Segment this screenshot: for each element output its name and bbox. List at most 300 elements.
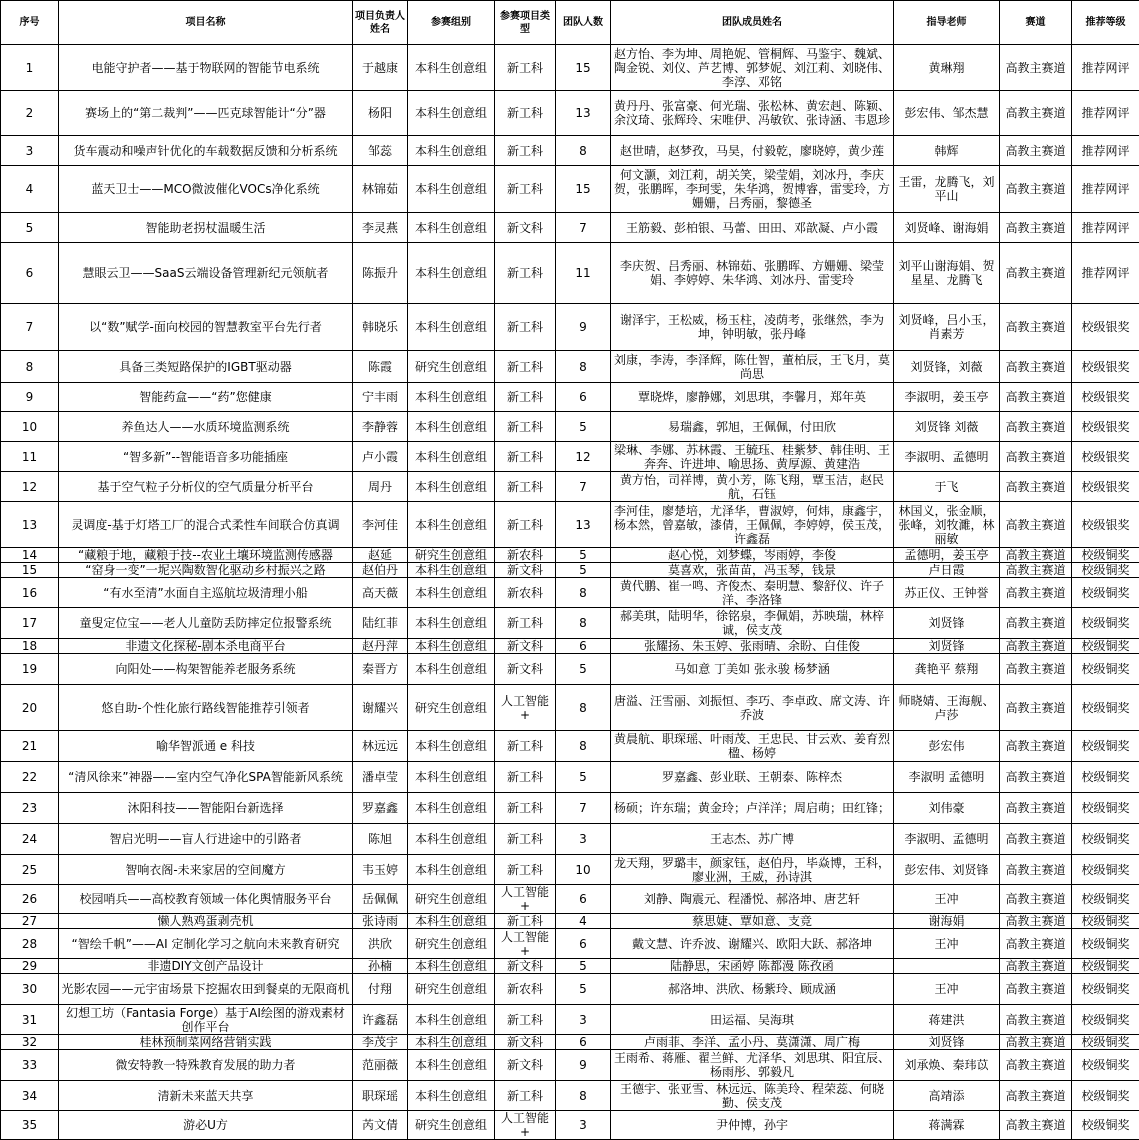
cell-leader: 陈振升 xyxy=(353,243,408,304)
table-row xyxy=(1,548,1139,563)
cell-group: 本科生创意组 xyxy=(408,1050,495,1081)
cell-type: 新文科 xyxy=(495,959,556,974)
header-count: 团队人数 xyxy=(556,1,611,45)
cell-count: 5 xyxy=(556,974,611,1005)
table-row xyxy=(1,304,1139,351)
cell-count: 5 xyxy=(556,563,611,578)
cell-members: 黄代鹏、崔一鸣、齐俊杰、秦明慧、黎舒仪、许子洋、李洛锋 xyxy=(611,578,894,608)
cell-no: 16 xyxy=(1,578,59,608)
cell-group: 本科生创意组 xyxy=(408,578,495,608)
cell-no: 32 xyxy=(1,1035,59,1050)
cell-project: “智绘千帆”——AI 定制化学习之航向未来教育研究 xyxy=(59,929,353,959)
cell-group: 本科生创意组 xyxy=(408,855,495,885)
cell-track: 高教主赛道 xyxy=(1000,685,1072,731)
cell-level: 校级银奖 xyxy=(1072,383,1139,412)
cell-project: 智响衣阁-未来家居的空间魔方 xyxy=(59,855,353,885)
cell-group: 本科生创意组 xyxy=(408,412,495,442)
cell-project: 慧眼云卫——SaaS云端设备管理新纪元领航者 xyxy=(59,243,353,304)
cell-leader: 李河佳 xyxy=(353,502,408,548)
table-row xyxy=(1,885,1139,914)
cell-group: 本科生创意组 xyxy=(408,91,495,136)
cell-members: 黄丹丹、张富豪、何光瑞、张松林、黄宏赳、陈颖、余汶琦、张辉玲、宋唯伊、冯敏钦、张诗涵、韦恩珍 xyxy=(611,91,894,136)
cell-group: 本科生创意组 xyxy=(408,442,495,472)
header-no: 序号 xyxy=(1,1,59,45)
cell-type: 人工智能+ xyxy=(495,685,556,731)
cell-project: 沐阳科技——智能阳台新选择 xyxy=(59,793,353,824)
cell-project: “藏粮于地，藏粮于技--农业土壤环境监测传感器 xyxy=(59,548,353,563)
cell-no: 35 xyxy=(1,1111,59,1140)
cell-count: 6 xyxy=(556,885,611,914)
cell-count: 5 xyxy=(556,762,611,793)
cell-project: 货车震动和噪声针优化的车载数据反馈和分析系统 xyxy=(59,136,353,166)
cell-type: 新工科 xyxy=(495,136,556,166)
cell-count: 6 xyxy=(556,639,611,654)
cell-no: 29 xyxy=(1,959,59,974)
cell-track: 高教主赛道 xyxy=(1000,351,1072,383)
cell-no: 15 xyxy=(1,563,59,578)
cell-group: 本科生创意组 xyxy=(408,654,495,685)
cell-group: 本科生创意组 xyxy=(408,383,495,412)
cell-no: 34 xyxy=(1,1081,59,1111)
table-row xyxy=(1,412,1139,442)
cell-no: 10 xyxy=(1,412,59,442)
cell-no: 19 xyxy=(1,654,59,685)
cell-no: 9 xyxy=(1,383,59,412)
cell-no: 11 xyxy=(1,442,59,472)
cell-advisor xyxy=(894,959,1000,974)
cell-project: “窑身一变”一坭兴陶数智化驱动乡村振兴之路 xyxy=(59,563,353,578)
cell-group: 研究生创意组 xyxy=(408,685,495,731)
cell-advisor: 龚艳平 蔡翔 xyxy=(894,654,1000,685)
cell-track: 高教主赛道 xyxy=(1000,855,1072,885)
header-members: 团队成员姓名 xyxy=(611,1,894,45)
table-row xyxy=(1,213,1139,243)
cell-project: 桂林预制菜网络营销实践 xyxy=(59,1035,353,1050)
cell-type: 新工科 xyxy=(495,91,556,136)
cell-group: 研究生创意组 xyxy=(408,885,495,914)
table-row xyxy=(1,1005,1139,1035)
table-row xyxy=(1,578,1139,608)
cell-leader: 周丹 xyxy=(353,472,408,502)
cell-leader: 罗嘉鑫 xyxy=(353,793,408,824)
cell-level: 校级银奖 xyxy=(1072,351,1139,383)
table-row xyxy=(1,914,1139,929)
cell-leader: 潘卓莹 xyxy=(353,762,408,793)
cell-members: 黄方怡，司祥博，黄小芳，陈飞翔，覃玉洁，赵民航，石钰 xyxy=(611,472,894,502)
cell-group: 研究生创意组 xyxy=(408,1111,495,1140)
cell-type: 新农科 xyxy=(495,578,556,608)
cell-no: 5 xyxy=(1,213,59,243)
cell-project: 电能守护者——基于物联网的智能节电系统 xyxy=(59,45,353,91)
cell-advisor: 卢日霞 xyxy=(894,563,1000,578)
cell-members: 田运福、吴海琪 xyxy=(611,1005,894,1035)
cell-members: 刘静、陶震元、程潘悦、郝洛坤、唐艺轩 xyxy=(611,885,894,914)
cell-group: 本科生创意组 xyxy=(408,639,495,654)
table-row xyxy=(1,136,1139,166)
table-row xyxy=(1,731,1139,762)
table-row xyxy=(1,1081,1139,1111)
cell-type: 新工科 xyxy=(495,472,556,502)
cell-track: 高教主赛道 xyxy=(1000,1035,1072,1050)
cell-type: 新工科 xyxy=(495,1081,556,1111)
cell-level: 校级铜奖 xyxy=(1072,563,1139,578)
table-row xyxy=(1,45,1139,91)
cell-level: 推荐网评 xyxy=(1072,243,1139,304)
cell-advisor: 刘贤锋 刘薇 xyxy=(894,412,1000,442)
cell-count: 5 xyxy=(556,548,611,563)
cell-no: 2 xyxy=(1,91,59,136)
cell-advisor: 苏正仪、王钟誉 xyxy=(894,578,1000,608)
cell-advisor: 蒋建洪 xyxy=(894,1005,1000,1035)
cell-leader: 林远远 xyxy=(353,731,408,762)
table-row xyxy=(1,383,1139,412)
cell-level: 校级铜奖 xyxy=(1072,855,1139,885)
table-row xyxy=(1,563,1139,578)
cell-leader: 付翔 xyxy=(353,974,408,1005)
cell-type: 新工科 xyxy=(495,45,556,91)
cell-advisor: 刘承焕、秦玮苡 xyxy=(894,1050,1000,1081)
cell-level: 校级铜奖 xyxy=(1072,824,1139,855)
cell-group: 本科生创意组 xyxy=(408,914,495,929)
table-row xyxy=(1,654,1139,685)
cell-type: 新工科 xyxy=(495,304,556,351)
cell-track: 高教主赛道 xyxy=(1000,548,1072,563)
cell-project: 游必U方 xyxy=(59,1111,353,1140)
header-advisor: 指导老师 xyxy=(894,1,1000,45)
cell-group: 本科生创意组 xyxy=(408,793,495,824)
cell-level: 校级铜奖 xyxy=(1072,1005,1139,1035)
cell-type: 新工科 xyxy=(495,608,556,639)
cell-count: 8 xyxy=(556,731,611,762)
cell-type: 新工科 xyxy=(495,914,556,929)
header-track: 赛道 xyxy=(1000,1,1072,45)
cell-level: 校级铜奖 xyxy=(1072,929,1139,959)
cell-track: 高教主赛道 xyxy=(1000,304,1072,351)
cell-project: 以“数”赋学-面向校园的智慧教室平台先行者 xyxy=(59,304,353,351)
cell-level: 校级银奖 xyxy=(1072,442,1139,472)
cell-track: 高教主赛道 xyxy=(1000,639,1072,654)
table-row xyxy=(1,472,1139,502)
header-level: 推荐等级 xyxy=(1072,1,1139,45)
cell-type: 人工智能+ xyxy=(495,1111,556,1140)
cell-project: “有水至清”水面自主巡航垃圾清理小船 xyxy=(59,578,353,608)
cell-members: 唐溢、汪雪丽、刘振恒、李巧、李卓政、席文涛、许乔波 xyxy=(611,685,894,731)
cell-advisor: 谢海娟 xyxy=(894,914,1000,929)
cell-group: 本科生创意组 xyxy=(408,472,495,502)
cell-project: 清新未来蓝天共享 xyxy=(59,1081,353,1111)
cell-project: 智能助老拐杖温暖生活 xyxy=(59,213,353,243)
cell-advisor: 刘贤峰、谢海娟 xyxy=(894,213,1000,243)
cell-members: 易瑞鑫，郭旭，王佩佩，付田欣 xyxy=(611,412,894,442)
cell-level: 校级铜奖 xyxy=(1072,793,1139,824)
cell-group: 本科生创意组 xyxy=(408,243,495,304)
cell-no: 17 xyxy=(1,608,59,639)
cell-level: 校级铜奖 xyxy=(1072,885,1139,914)
table-row xyxy=(1,929,1139,959)
cell-count: 4 xyxy=(556,914,611,929)
cell-track: 高教主赛道 xyxy=(1000,608,1072,639)
cell-track: 高教主赛道 xyxy=(1000,654,1072,685)
cell-leader: 杨阳 xyxy=(353,91,408,136)
cell-leader: 范丽薇 xyxy=(353,1050,408,1081)
cell-level: 推荐网评 xyxy=(1072,136,1139,166)
cell-level: 校级铜奖 xyxy=(1072,1111,1139,1140)
cell-no: 12 xyxy=(1,472,59,502)
cell-no: 14 xyxy=(1,548,59,563)
cell-level: 校级铜奖 xyxy=(1072,1081,1139,1111)
cell-count: 3 xyxy=(556,1005,611,1035)
cell-members: 陆静思，宋函婷 陈都漫 陈孜函 xyxy=(611,959,894,974)
cell-level: 校级铜奖 xyxy=(1072,608,1139,639)
cell-members: 张耀扬、朱玉婷、张雨晴、余盼、白佳俊 xyxy=(611,639,894,654)
cell-track: 高教主赛道 xyxy=(1000,563,1072,578)
cell-count: 5 xyxy=(556,412,611,442)
cell-no: 1 xyxy=(1,45,59,91)
cell-type: 新工科 xyxy=(495,1005,556,1035)
cell-members: 郝洛坤、洪欣、杨紫玲、顾成涵 xyxy=(611,974,894,1005)
cell-count: 13 xyxy=(556,502,611,548)
cell-leader: 赵伯丹 xyxy=(353,563,408,578)
cell-advisor: 师晓婧、王海舰、卢莎 xyxy=(894,685,1000,731)
cell-advisor: 李淑明，姜玉亭 xyxy=(894,383,1000,412)
cell-leader: 卢小霞 xyxy=(353,442,408,472)
cell-level: 校级铜奖 xyxy=(1072,959,1139,974)
table-body xyxy=(1,45,1139,1140)
cell-project: 喻华智派通 e 科技 xyxy=(59,731,353,762)
cell-track: 高教主赛道 xyxy=(1000,45,1072,91)
cell-track: 高教主赛道 xyxy=(1000,243,1072,304)
cell-leader: 李灵燕 xyxy=(353,213,408,243)
cell-no: 3 xyxy=(1,136,59,166)
cell-no: 8 xyxy=(1,351,59,383)
cell-leader: 林锦茹 xyxy=(353,166,408,213)
table-row xyxy=(1,762,1139,793)
cell-track: 高教主赛道 xyxy=(1000,885,1072,914)
cell-leader: 邹蕊 xyxy=(353,136,408,166)
cell-project: 赛场上的“第二裁判”——匹克球智能计“分”器 xyxy=(59,91,353,136)
cell-members: 莫喜欢，张苗苗，冯玉琴，钱景 xyxy=(611,563,894,578)
cell-project: 校园哨兵——高校教育领域一体化舆情服务平台 xyxy=(59,885,353,914)
cell-group: 本科生创意组 xyxy=(408,731,495,762)
cell-level: 校级铜奖 xyxy=(1072,974,1139,1005)
cell-track: 高教主赛道 xyxy=(1000,1005,1072,1035)
table-row xyxy=(1,243,1139,304)
cell-leader: 职琛瑶 xyxy=(353,1081,408,1111)
table-row xyxy=(1,1035,1139,1050)
cell-group: 本科生创意组 xyxy=(408,45,495,91)
table-row xyxy=(1,351,1139,383)
cell-track: 高教主赛道 xyxy=(1000,442,1072,472)
cell-no: 13 xyxy=(1,502,59,548)
cell-group: 本科生创意组 xyxy=(408,502,495,548)
cell-project: 具备三类短路保护的IGBT驱动器 xyxy=(59,351,353,383)
cell-count: 8 xyxy=(556,685,611,731)
cell-leader: 于越康 xyxy=(353,45,408,91)
cell-leader: 韦玉婷 xyxy=(353,855,408,885)
cell-level: 校级铜奖 xyxy=(1072,578,1139,608)
cell-advisor: 刘贤锋 xyxy=(894,1035,1000,1050)
header-group: 参赛组别 xyxy=(408,1,495,45)
cell-type: 新工科 xyxy=(495,731,556,762)
cell-count: 8 xyxy=(556,136,611,166)
cell-count: 3 xyxy=(556,1111,611,1140)
cell-track: 高教主赛道 xyxy=(1000,136,1072,166)
cell-no: 27 xyxy=(1,914,59,929)
cell-group: 本科生创意组 xyxy=(408,1081,495,1111)
cell-advisor: 刘伟豪 xyxy=(894,793,1000,824)
cell-type: 新文科 xyxy=(495,639,556,654)
cell-type: 新农科 xyxy=(495,548,556,563)
cell-count: 13 xyxy=(556,91,611,136)
table-row xyxy=(1,502,1139,548)
cell-group: 本科生创意组 xyxy=(408,166,495,213)
cell-count: 5 xyxy=(556,654,611,685)
cell-count: 6 xyxy=(556,929,611,959)
cell-type: 新工科 xyxy=(495,793,556,824)
cell-type: 新工科 xyxy=(495,412,556,442)
cell-project: 基于空气粒子分析仪的空气质量分析平台 xyxy=(59,472,353,502)
cell-level: 推荐网评 xyxy=(1072,45,1139,91)
cell-level: 校级铜奖 xyxy=(1072,914,1139,929)
cell-no: 6 xyxy=(1,243,59,304)
cell-members: 何文灏，刘江莉，胡关笑，梁莹娟，刘冰丹，李庆贺，张鹏晖，李珂雯，朱华鸿，贺博睿，雷雯玲，方姗姗，吕秀丽，黎德圣 xyxy=(611,166,894,213)
cell-advisor: 黄琳翔 xyxy=(894,45,1000,91)
cell-members: 李庆贺、吕秀丽、林锦茹、张鹏晖、方姗姗、梁莹娟、李婷婷、朱华鸿、刘冰丹、雷雯玲 xyxy=(611,243,894,304)
cell-no: 28 xyxy=(1,929,59,959)
cell-project: 蓝天卫士——MCO微波催化VOCs净化系统 xyxy=(59,166,353,213)
cell-members: 黄晨航、职琛瑶、叶雨茂、王忠民、甘云欢、姜育烈楹、杨婷 xyxy=(611,731,894,762)
cell-leader: 岳佩佩 xyxy=(353,885,408,914)
cell-no: 23 xyxy=(1,793,59,824)
cell-count: 9 xyxy=(556,1050,611,1081)
cell-project: 非遗文化探秘-剧本杀电商平台 xyxy=(59,639,353,654)
cell-members: 赵方怡、李为坤、周艳妮、管桐辉、马鉴宇、魏斌、陶金锐、刘仪、芦艺博、郭梦妮、刘江莉、刘晓伟、李淳、邓铭 xyxy=(611,45,894,91)
cell-count: 3 xyxy=(556,824,611,855)
cell-advisor: 李淑明、孟德明 xyxy=(894,442,1000,472)
cell-group: 本科生创意组 xyxy=(408,563,495,578)
cell-count: 9 xyxy=(556,304,611,351)
cell-count: 5 xyxy=(556,959,611,974)
cell-no: 20 xyxy=(1,685,59,731)
cell-type: 新工科 xyxy=(495,166,556,213)
cell-track: 高教主赛道 xyxy=(1000,412,1072,442)
cell-leader: 许鑫磊 xyxy=(353,1005,408,1035)
cell-type: 新工科 xyxy=(495,824,556,855)
cell-no: 7 xyxy=(1,304,59,351)
cell-track: 高教主赛道 xyxy=(1000,929,1072,959)
cell-leader: 陈旭 xyxy=(353,824,408,855)
cell-type: 新工科 xyxy=(495,243,556,304)
table-row xyxy=(1,91,1139,136)
cell-level: 校级银奖 xyxy=(1072,502,1139,548)
cell-project: 童叟定位宝——老人儿童防丢防摔定位报警系统 xyxy=(59,608,353,639)
cell-group: 本科生创意组 xyxy=(408,608,495,639)
cell-count: 11 xyxy=(556,243,611,304)
cell-no: 33 xyxy=(1,1050,59,1081)
cell-advisor: 李淑明 孟德明 xyxy=(894,762,1000,793)
cell-members: 罗嘉鑫、彭业联、王朝泰、陈梓杰 xyxy=(611,762,894,793)
cell-advisor: 刘贤锋 xyxy=(894,639,1000,654)
cell-project: 光影农园——元宇宙场景下挖掘农田到餐桌的无限商机 xyxy=(59,974,353,1005)
cell-members: 卢雨菲、李洋、孟小丹、莫潇潇、周广梅 xyxy=(611,1035,894,1050)
cell-track: 高教主赛道 xyxy=(1000,731,1072,762)
cell-leader: 陆红菲 xyxy=(353,608,408,639)
cell-advisor: 蒋满霖 xyxy=(894,1111,1000,1140)
cell-type: 新文科 xyxy=(495,1035,556,1050)
cell-project: 养鱼达人——水质环境监测系统 xyxy=(59,412,353,442)
cell-members: 尹仲博，孙宇 xyxy=(611,1111,894,1140)
cell-level: 校级铜奖 xyxy=(1072,1050,1139,1081)
cell-no: 18 xyxy=(1,639,59,654)
cell-members: 王雨希、蒋雁、翟兰鲜、尤泽华、刘思琪、阳宜辰、杨雨彤、郭毅凡 xyxy=(611,1050,894,1081)
cell-members: 郝美琪，陆明华，徐铭泉，李佩娟，苏映瑞，林梓诚，侯支茂 xyxy=(611,608,894,639)
cell-level: 推荐网评 xyxy=(1072,213,1139,243)
cell-no: 4 xyxy=(1,166,59,213)
cell-type: 人工智能+ xyxy=(495,885,556,914)
cell-leader: 赵丹萍 xyxy=(353,639,408,654)
cell-project: 懒人熟鸡蛋剥壳机 xyxy=(59,914,353,929)
cell-group: 研究生创意组 xyxy=(408,929,495,959)
cell-members: 李河佳，廖楚培，尤泽华，曹淑婷，何炜，康鑫宇，杨本然，曾嘉敏，漆倩，王佩佩，李婷婷，侯玉茂，许鑫磊 xyxy=(611,502,894,548)
cell-leader: 芮文倩 xyxy=(353,1111,408,1140)
cell-group: 本科生创意组 xyxy=(408,213,495,243)
cell-advisor: 高靖添 xyxy=(894,1081,1000,1111)
cell-count: 12 xyxy=(556,442,611,472)
cell-level: 校级铜奖 xyxy=(1072,639,1139,654)
table-row xyxy=(1,824,1139,855)
header-leader: 项目负责人姓名 xyxy=(353,1,408,45)
cell-advisor: 刘贤峰，吕小玉，肖素芳 xyxy=(894,304,1000,351)
cell-members: 戴文慧、许乔波、谢耀兴、欧阳大跃、郝洛坤 xyxy=(611,929,894,959)
cell-leader: 李茂宇 xyxy=(353,1035,408,1050)
cell-track: 高教主赛道 xyxy=(1000,974,1072,1005)
cell-level: 校级铜奖 xyxy=(1072,548,1139,563)
cell-count: 8 xyxy=(556,578,611,608)
cell-count: 7 xyxy=(556,472,611,502)
cell-leader: 宁丰雨 xyxy=(353,383,408,412)
cell-members: 刘康，李涛，李泽辉，陈仕智，董柏辰，王飞月，莫尚思 xyxy=(611,351,894,383)
cell-no: 21 xyxy=(1,731,59,762)
cell-level: 校级铜奖 xyxy=(1072,654,1139,685)
cell-no: 31 xyxy=(1,1005,59,1035)
cell-group: 研究生创意组 xyxy=(408,974,495,1005)
cell-leader: 韩晓乐 xyxy=(353,304,408,351)
cell-advisor: 李淑明、孟德明 xyxy=(894,824,1000,855)
cell-advisor: 彭宏伟、刘贤锋 xyxy=(894,855,1000,885)
cell-advisor: 韩辉 xyxy=(894,136,1000,166)
cell-level: 校级银奖 xyxy=(1072,412,1139,442)
cell-members: 王志杰、苏广博 xyxy=(611,824,894,855)
cell-group: 本科生创意组 xyxy=(408,959,495,974)
cell-group: 本科生创意组 xyxy=(408,304,495,351)
cell-members: 王筋毅、彭柏银、马蕾、田田、邓歆凝、卢小霞 xyxy=(611,213,894,243)
cell-members: 蔡思婕、覃如意、支竞 xyxy=(611,914,894,929)
cell-level: 校级铜奖 xyxy=(1072,731,1139,762)
header-row xyxy=(1,1,1139,45)
cell-level: 校级铜奖 xyxy=(1072,685,1139,731)
cell-type: 新文科 xyxy=(495,563,556,578)
cell-project: 向阳处——构架智能养老服务系统 xyxy=(59,654,353,685)
cell-advisor: 王冲 xyxy=(894,885,1000,914)
cell-count: 6 xyxy=(556,383,611,412)
cell-group: 本科生创意组 xyxy=(408,1035,495,1050)
cell-advisor: 于飞 xyxy=(894,472,1000,502)
cell-members: 赵世晴，赵梦孜，马昊，付毅乾，廖晓婷，黄少莲 xyxy=(611,136,894,166)
cell-track: 高教主赛道 xyxy=(1000,762,1072,793)
cell-project: 灵调度-基于灯塔工厂的混合式柔性车间联合仿真调 xyxy=(59,502,353,548)
cell-level: 推荐网评 xyxy=(1072,91,1139,136)
cell-level: 校级银奖 xyxy=(1072,304,1139,351)
